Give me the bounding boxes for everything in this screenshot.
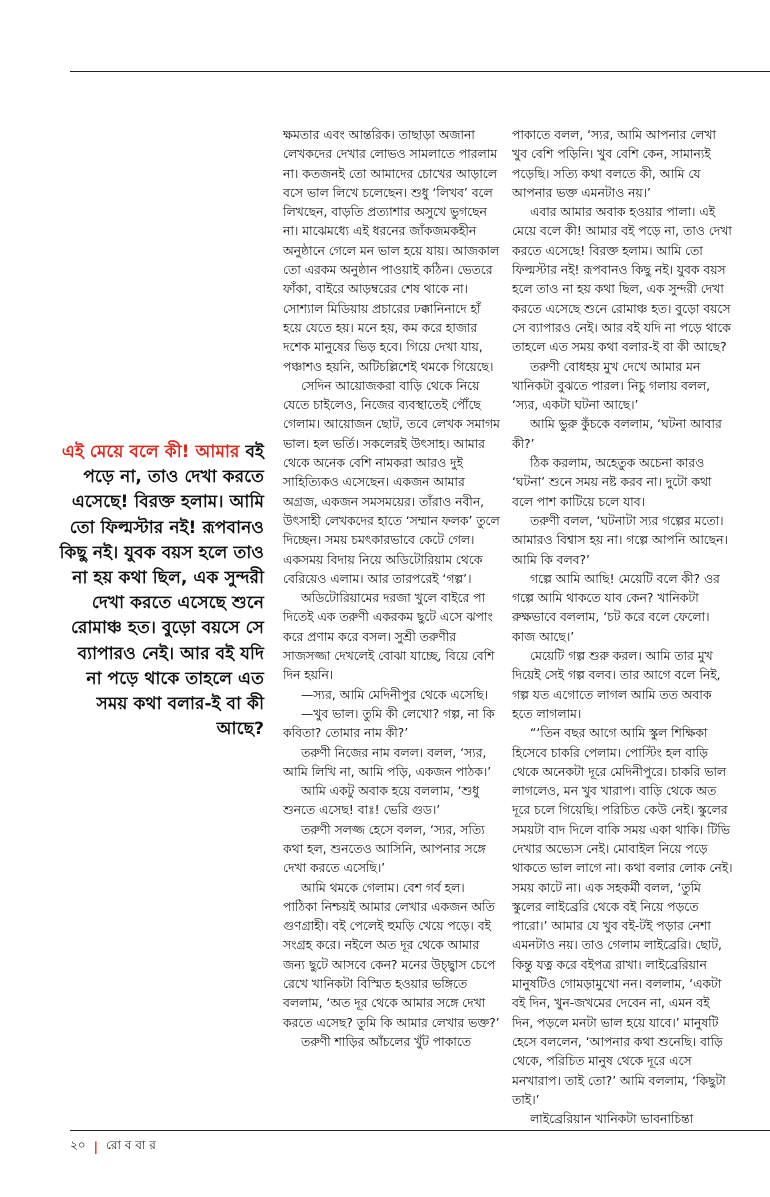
page-number: ২০ — [70, 1138, 86, 1152]
paragraph: —স্যর, আমি মেদিনীপুর থেকে এসেছি। — [301, 687, 489, 702]
paragraph: অডিটোরিয়ামের দরজা খুলে বাইরে পা দিতেই এক তরুণী একরকম ছুটে এসে ঝপাং করে প্রণাম করে বসল। সুশ্রী তরুণীর সাজসজ্জা দেখলেই বোঝা যাচ্ছে, বিয়ে বেশি দিন হয়নি। — [283, 591, 495, 683]
paragraph: তরুণী বোধহয় মুখ দেখে আমার মন খানিকটা বুঝতে পারল। নিচু গলায় বলল, ‘স্যর, একটা ঘটনা আছে।’ — [512, 359, 711, 413]
paragraph: মেয়েটি গল্প শুরু করল। আমি তার মুখ দিয়েই সেই গল্প বলব। তার আগে বলে নিই, গল্প যত এগোতে লাগল আমি তত অবাক হতে লাগলাম। — [512, 649, 721, 721]
paragraph: “‘তিন বছর আগে আমি স্কুল শিক্ষিকা হিসেবে চাকরি পেলাম। পোস্টিং হল বাড়ি থেকে অনেকটা দূরে মেদিনীপুরে। চাকরি ভাল লাগলেও, মন খুব খারাপ। বাড়ি থেকে অত দূরে চলে গিয়েছি। পরিচিত কেউ নেই। স্কুলের সময়টা বাদ দিলে বাকি সময় একা থাকি। টিভি দেখার অভ্যেস নেই। মোবাইল নিয়ে পড়ে থাকতে ভাল লাগে না। কথা বলার লোক নেই। সময় কাটে না। এক সহকর্মী বলল, ‘তুমি স্কুলের লাইব্রেরি থেকে বই নিয়ে পড়তে পারো।’ আমার যে খুব বই-টই পড়ার নেশা এমনটাও নয়। তাও গেলাম লাইব্রেরি। ছোট, কিন্তু যত্ন করে বইপত্র রাখা। লাইব্রেরিয়ান মানুষটিও গোমড়ামুখো নন। বললাম, ‘একটা বই দিন, খুন-জখমের দেবেন না, এমন বই দিন, পড়লে মনটা ভাল হয়ে যাবে।’ মানুষটি হেসে বললেন, ‘আপনার কথা শুনেছি। বাড়ি থেকে, পরিচিত মানুষ থেকে দূরে এসে মনখারাপ। তাই তো?’ আমি বললাম, ‘কিছুটা তাই।’ — [512, 726, 733, 1107]
pull-quote-text: বই পড়ে না, তাও দেখা করতে এসেছে! বিরক্ত হলাম। আমি তো ফিল্মস্টার নই! রূপবানও কিছু নই। যুবক বয়স হলে তাও না হয় কথা ছিল, এক সুন্দরী দেখা করতে এসেছে শুনে রোমাঞ্চ হত। বুড়ো বয়সে সে ব্যাপারও নেই। আর বই যদি না পড়ে থাকে তাহলে এত সময় কথা বলার-ই বা কী আছে? — [59, 442, 264, 740]
paragraph: তরুণী সলজ্জ হেসে বলল, ‘স্যর, সত্যি কথা হল, শুনতেও আসিনি, আপনার সঙ্গে দেখা করতে এসেছি।’ — [283, 822, 486, 876]
paragraph: লাইব্রেরিয়ান খানিকটা ভাবনাচিন্তা — [530, 1112, 694, 1127]
magazine-name: রো ব বা র — [106, 1138, 156, 1152]
paragraph: —খুব ভাল। তুমি কী লেখো? গল্প, না কি কবিতা? তোমার নাম কী?’ — [283, 706, 495, 741]
article-column-1 — [283, 126, 501, 1052]
paragraph: পাকাতে বলল, ‘স্যর, আমি আপনার লেখা খুব বেশি পড়িনি। খুব বেশি কেন, সামান্যই পড়েছি। সত্যি কথা বলতে কী, আমি যে আপনার ভক্ত এমনটাও নয়।’ — [512, 128, 716, 200]
paragraph: তরুণী শাড়ির আঁচলের খুঁট পাকাতে — [301, 1034, 472, 1049]
paragraph: এবার আমার অবাক হওয়ার পালা। এই মেয়ে বলে কী! আমার বই পড়ে না, তাও দেখা করতে এসেছে! বিরক্ত হলাম। আমি তো ফিল্মস্টার নই! রূপবানও কিছু নই। যুবক বয়স হলে তাও না হয় কথা ছিল, এক সুন্দরী দেখা করতে এসেছে শুনে রোমাঞ্চ হত। বুড়ো বয়সে সে ব্যাপারও নেই। আর বই যদি না পড়ে থাকে তাহলে এত সময় কথা বলার-ই বা কী আছে? — [512, 205, 732, 355]
paragraph: আমি থমকে গেলাম। বেশ গর্ব হল। পাঠিকা নিশ্চয়ই আমার লেখার একজন অতি গুণগ্রাহী। বই পেলেই হুমড়ি খেয়ে পড়ে। বই সংগ্রহ করে। নইলে অত দূর থেকে আমার জন্য ছুটে আসবে কেন? মনের উচ্ছ্বাস চেপে রেখে খানিকটা বিস্মিত হওয়ার ভঙ্গিতে বললাম, ‘অত দূর থেকে আমার সঙ্গে দেখা করতে এসেছ? তুমি কি আমার লেখার ভক্ত?’ — [283, 880, 500, 1030]
paragraph: আমি ভুরু কুঁচকে বললাম, ‘ঘটনা আবার কী?’ — [512, 417, 722, 451]
pull-quote — [58, 440, 264, 742]
paragraph: ক্ষমতার এবং আন্তরিক। তাছাড়া অজানা লেখকদের দেখার লোভও সামলাতে পারলাম না। কতজনই তো আমাদের চোখের আড়ালে বসে ভাল লিখে চলেছেন। শুধু ‘লিখব’ বলে লিখছেন, বাড়তি প্রত্যাশার অসুখে ভুগছেন না। মাঝেমধ্যে এই ধরনের জাঁকজমকহীন অনুষ্ঠানে গেলে মন ভাল হয়ে যায়। আজকাল তো এরকম অনুষ্ঠান পাওয়াই কঠিন। ভেতরে ফাঁকা, বাইরে আড়ম্বরের শেষ থাকে না। সোশ্যাল মিডিয়ায় প্রচারের ঢক্কানিনাদে হাঁ হয়ে যেতে হয়। মনে হয়, কম করে হাজার দশেক মানুষের ভিড় হবে। গিয়ে দেখা যায়, পঞ্চাশও হয়নি, অটিচল্লিশেই থমকে গিয়েছে। — [283, 128, 500, 374]
top-rule — [70, 71, 770, 72]
paragraph: ঠিক করলাম, অহেতুক অচেনা কারও ‘ঘটনা’ শুনে সময় নষ্ট করব না। দুটো কথা বলে পাশ কাটিয়ে চলে যাব। — [512, 456, 712, 509]
paragraph: তরুণী নিজের নাম বলল। বলল, ‘স্যর, আমি লিখি না, আমি পড়ি, একজন পাঠক।’ — [283, 745, 492, 779]
paragraph: আমি একটু অবাক হয়ে বললাম, ‘শুধু শুনতে এসেছ! বাঃ! ভেরি গুড।’ — [283, 784, 480, 818]
bottom-rule — [70, 1130, 770, 1131]
pull-quote-lead: এই মেয়ে বলে কী! আমার — [61, 442, 240, 462]
footer-separator: | — [93, 1140, 98, 1154]
paragraph: গল্পে আমি আছি! মেয়েটি বলে কী? ওর গল্পে আমি থাকতে যাব কেন? খানিকটা রুক্ষভাবে বললাম, ‘চট করে বলে ফেলো। কাজ আছে।’ — [512, 571, 720, 644]
article-column-2 — [512, 126, 734, 1129]
page-footer — [70, 1137, 156, 1157]
paragraph: সেদিন আয়োজকরা বাড়ি থেকে নিয়ে যেতে চাইলেও, নিজের ব্যবস্থাতেই পৌঁছে গেলাম। আয়োজন ছোট, তবে লেখক সমাগম ভাল। হল ভর্তি। সকলেরই উৎসাহ। আমার থেকে অনেক বেশি নামকরা আরও দুই সাহিত্যিকও এসেছেন। একজন আমার অগ্রজ, একজন সমসময়ের। তাঁরাও নবীন, উৎসাহী লেখকদের হাতে ‘সম্মান ফলক’ তুলে দিচ্ছেন। সময় চমৎকারভাবে কেটে গেল। একসময় বিদায় নিয়ে অডিটোরিয়াম থেকে বেরিয়েও এলাম। আর তারপরেই ‘গল্প’। — [283, 378, 500, 586]
paragraph: তরুণী বলল, ‘ঘটনাটা স্যর গল্পের মতো। আমারও বিশ্বাস হয় না। গল্পে আপনি আছেন। আমি কি বলব?’ — [512, 513, 728, 567]
